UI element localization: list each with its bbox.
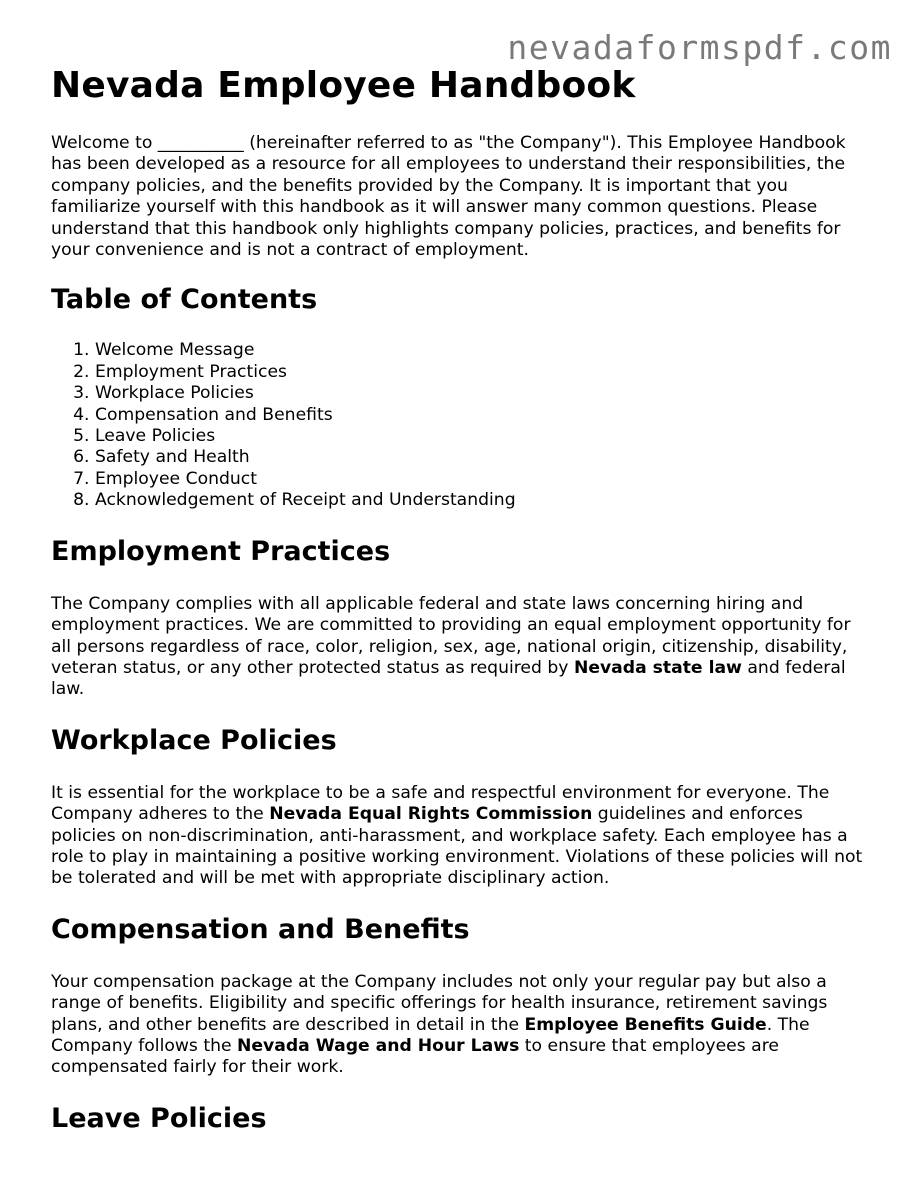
bold-term: Nevada Wage and Hour Laws — [237, 1035, 520, 1056]
compensation-benefits-heading: Compensation and Benefits — [51, 913, 470, 945]
workplace-policies-heading: Workplace Policies — [51, 724, 337, 756]
intro-paragraph: Welcome to __________ (hereinafter referred to as "the Company"). This Employee Handbook has been developed as a resource for all employees to understand their responsibilities, the company policies, and the benefits provided by the Company. It is important that you familiarize yourself with this handbook as it will answer many common questions. Please understand that this handbook only highlights company policies, practices, and benefits for your convenience and is not a contract of employment. — [51, 133, 846, 261]
text-run: and federal law. — [51, 657, 846, 700]
text-run: Your compensation package at the Company includes not only your regular pay but also a range of benefits. Eligibility and specific offerings for health insurance, retirement savings plans, and other benefits are described in detail in the — [51, 971, 828, 1035]
text-run: . The Company follows the — [51, 1014, 810, 1056]
compensation-benefits-paragraph — [51, 972, 871, 1079]
text-run: It is essential for the workplace to be a safe and respectful environment for everyone. The Company adheres to the — [51, 782, 830, 825]
employment-practices-heading: Employment Practices — [51, 535, 391, 567]
toc-item: 6. Safety and Health — [95, 447, 871, 468]
bold-term: Nevada Equal Rights Commission — [269, 804, 593, 825]
workplace-policies-paragraph — [51, 783, 871, 890]
toc-item: 8. Acknowledgement of Receipt and Understanding — [95, 490, 871, 511]
text-run: guidelines and enforces policies on non-discrimination, anti-harassment, and workplace safety. Each employee has a role to play in maintaining a positive working environment. Violations of these policies will not be tolerated and will be met with appropriate disciplinary action. — [51, 804, 863, 889]
toc-item: 4. Compensation and Benefits — [95, 405, 871, 426]
leave-policies-heading: Leave Policies — [51, 1102, 267, 1134]
toc-item: 3. Workplace Policies — [95, 383, 871, 404]
text-run: The Company complies with all applicable federal and state laws concerning hiring and employment practices. We are committed to providing an equal employment opportunity for all persons regardless of race, color, religion, sex, age, national origin, citizenship, disability, veteran status, or any other protected status as required by — [51, 593, 851, 678]
toc-item: 5. Leave Policies — [95, 426, 871, 447]
employment-practices-paragraph — [51, 594, 871, 701]
toc-item: 1. Welcome Message — [95, 340, 871, 361]
text-run: to ensure that employees are compensated fairly for their work. — [51, 1035, 779, 1078]
bold-term: Nevada state law — [573, 657, 742, 678]
bold-term: Employee Benefits Guide — [524, 1014, 767, 1035]
toc-item: 7. Employee Conduct — [95, 469, 871, 490]
toc-item: 2. Employment Practices — [95, 362, 871, 383]
document-page — [51, 62, 871, 1137]
toc-list — [51, 340, 871, 511]
page-title: Nevada Employee Handbook — [51, 65, 636, 106]
watermark: nevadaformspdf.com — [507, 28, 892, 67]
toc-heading: Table of Contents — [51, 284, 318, 316]
